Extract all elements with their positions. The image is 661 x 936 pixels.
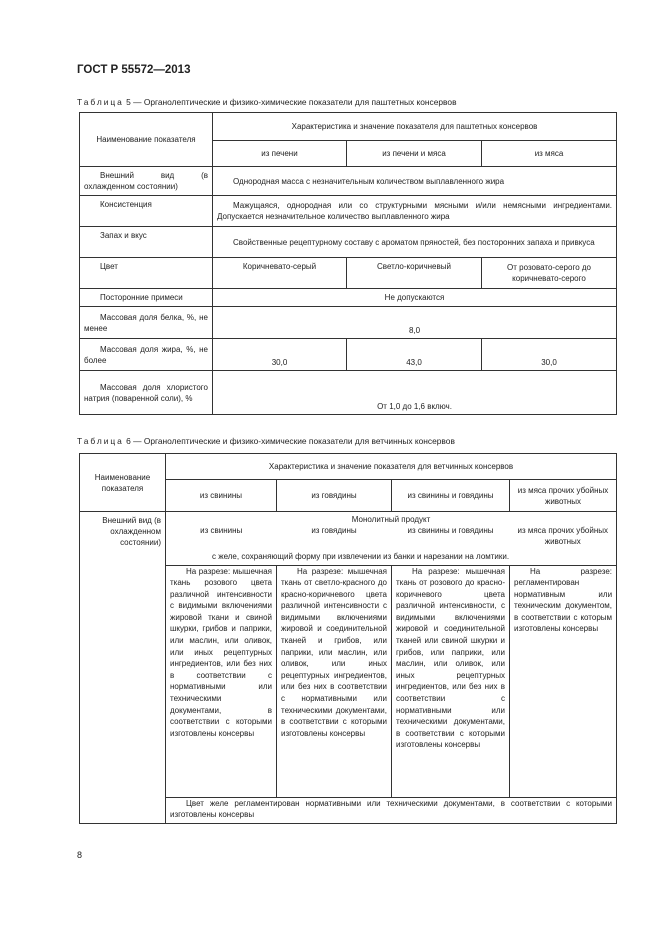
product-col: из говядины (311, 526, 357, 535)
fat-value: 43,0 (347, 339, 482, 371)
product-col: из мяса прочих убойных животных (510, 525, 617, 551)
table6-subcol: из мяса прочих убойных животных (510, 480, 617, 512)
document-header: ГОСТ Р 55572—2013 (77, 64, 191, 76)
cut-description: На разрезе: мышечная ткань розового цвета различной интенсивности с видимыми включениями жировой ткани и свиной шкурки, грибов и паприки, или маслин, или оливок, или иных рецептурных ингредиентов, или без них в соответствии с нормативными или техническими документами, в соответствии с которыми изготовлены консервы (166, 565, 277, 797)
color-value: Светло-коричневый (347, 258, 482, 289)
table5-subcol: из печени и мяса (347, 141, 482, 167)
color-value: От розовато-серого до коричневато-серого (482, 258, 617, 289)
row-value-salt: От 1,0 до 1,6 включ. (213, 371, 617, 415)
row-name-appearance6: Внешний вид (в охлажденном состоянии) (80, 512, 166, 824)
table6-col-name: Наименование показателя (80, 454, 166, 512)
table6-caption-word: Таблица (77, 436, 124, 446)
table5-subcol: из мяса (482, 141, 617, 167)
product-label: Монолитный продукт (166, 512, 617, 526)
table6-subcol: из свинины и говядины (392, 480, 510, 512)
table6-caption (77, 436, 455, 446)
table5-caption (77, 97, 457, 107)
cut-description: На разрезе: регламентирован нормативным или техническим документом, в соответствии с которым изготовлены консервы (510, 565, 617, 797)
row-value-appearance: Однородная масса с незначительным количеством выплавленного жира (213, 167, 617, 196)
row-name-protein: Массовая доля белка, %, не менее (80, 307, 213, 339)
product-col: из свинины (166, 525, 277, 551)
table6 (79, 453, 617, 824)
table6-subcol: из свинины (166, 480, 277, 512)
page-number: 8 (77, 850, 83, 860)
row-name-consistency: Консистенция (80, 196, 213, 227)
row-name-appearance: Внешний вид (в охлажденном состоянии) (80, 167, 213, 196)
row-name-smell: Запах и вкус (80, 227, 213, 258)
row-name-impurities: Посторонние примеси (80, 289, 213, 307)
table5-subcol: из печени (213, 141, 347, 167)
product-col: из свинины и говядины (407, 526, 494, 535)
table5 (79, 112, 617, 415)
jelly-footer: Цвет желе регламентирован нормативными или техническими документами, в соответствии с которыми изготовлены консервы (166, 797, 617, 823)
row-name-color: Цвет (80, 258, 213, 289)
table5-col-group: Характеристика и значение показателя для паштетных консервов (213, 113, 617, 141)
row-value-consistency: Мажущаяся, однородная или со структурными мясными и/или немясными ингредиентами. Допускается незначительное количество выплавленного жира (213, 196, 617, 227)
jelly-text: с желе, сохраняющий форму при извлечении из банки и нарезании на ломтики. (166, 551, 617, 565)
row-name-salt: Массовая доля хлористого натрия (поваренной соли), % (80, 371, 213, 415)
table6-subcol: из говядины (277, 480, 392, 512)
row-value-impurities: Не допускаются (213, 289, 617, 307)
table6-caption-text: 6 — Органолептические и физико-химические показатели для ветчинных консервов (126, 436, 455, 446)
row-value-smell: Свойственные рецептурному составу с ароматом пряностей, без посторонних запаха и привкуса (213, 227, 617, 258)
fat-value: 30,0 (482, 339, 617, 371)
cut-description: На разрезе: мышечная ткань от розового до красно-коричневого цвета различной интенсивности, с видимыми включениями жировой и соединительной тканей или свиной шкурки и грибов, или паприки, или маслин, или оливок, или иных рецептурных ингредиентов, или без них в соответствии с нормативными или техническими документами, в соответствии с которыми изготовлены консервы (392, 565, 510, 797)
fat-value: 30,0 (213, 339, 347, 371)
color-value: Коричневато-серый (213, 258, 347, 289)
row-value-protein: 8,0 (213, 307, 617, 339)
table6-col-group: Характеристика и значение показателя для ветчинных консервов (166, 454, 617, 480)
cut-description: На разрезе: мышечная ткань от светло-красного до красно-коричневого цвета различной интенсивности с видимыми включениями жировой и соединительной тканей и грибов, или паприки, или маслин, или оливок, или иных рецептурных ингредиентов, или без них в соответствии с нормативными или техническими документами, в соответствии с которыми изготовлены консервы (277, 565, 392, 797)
table5-caption-text: 5 — Органолептические и физико-химические показатели для паштетных консервов (126, 97, 457, 107)
row-name-fat: Массовая доля жира, %, не более (80, 339, 213, 371)
table5-caption-word: Таблица (77, 97, 124, 107)
table5-col-name: Наименование показателя (80, 113, 213, 167)
